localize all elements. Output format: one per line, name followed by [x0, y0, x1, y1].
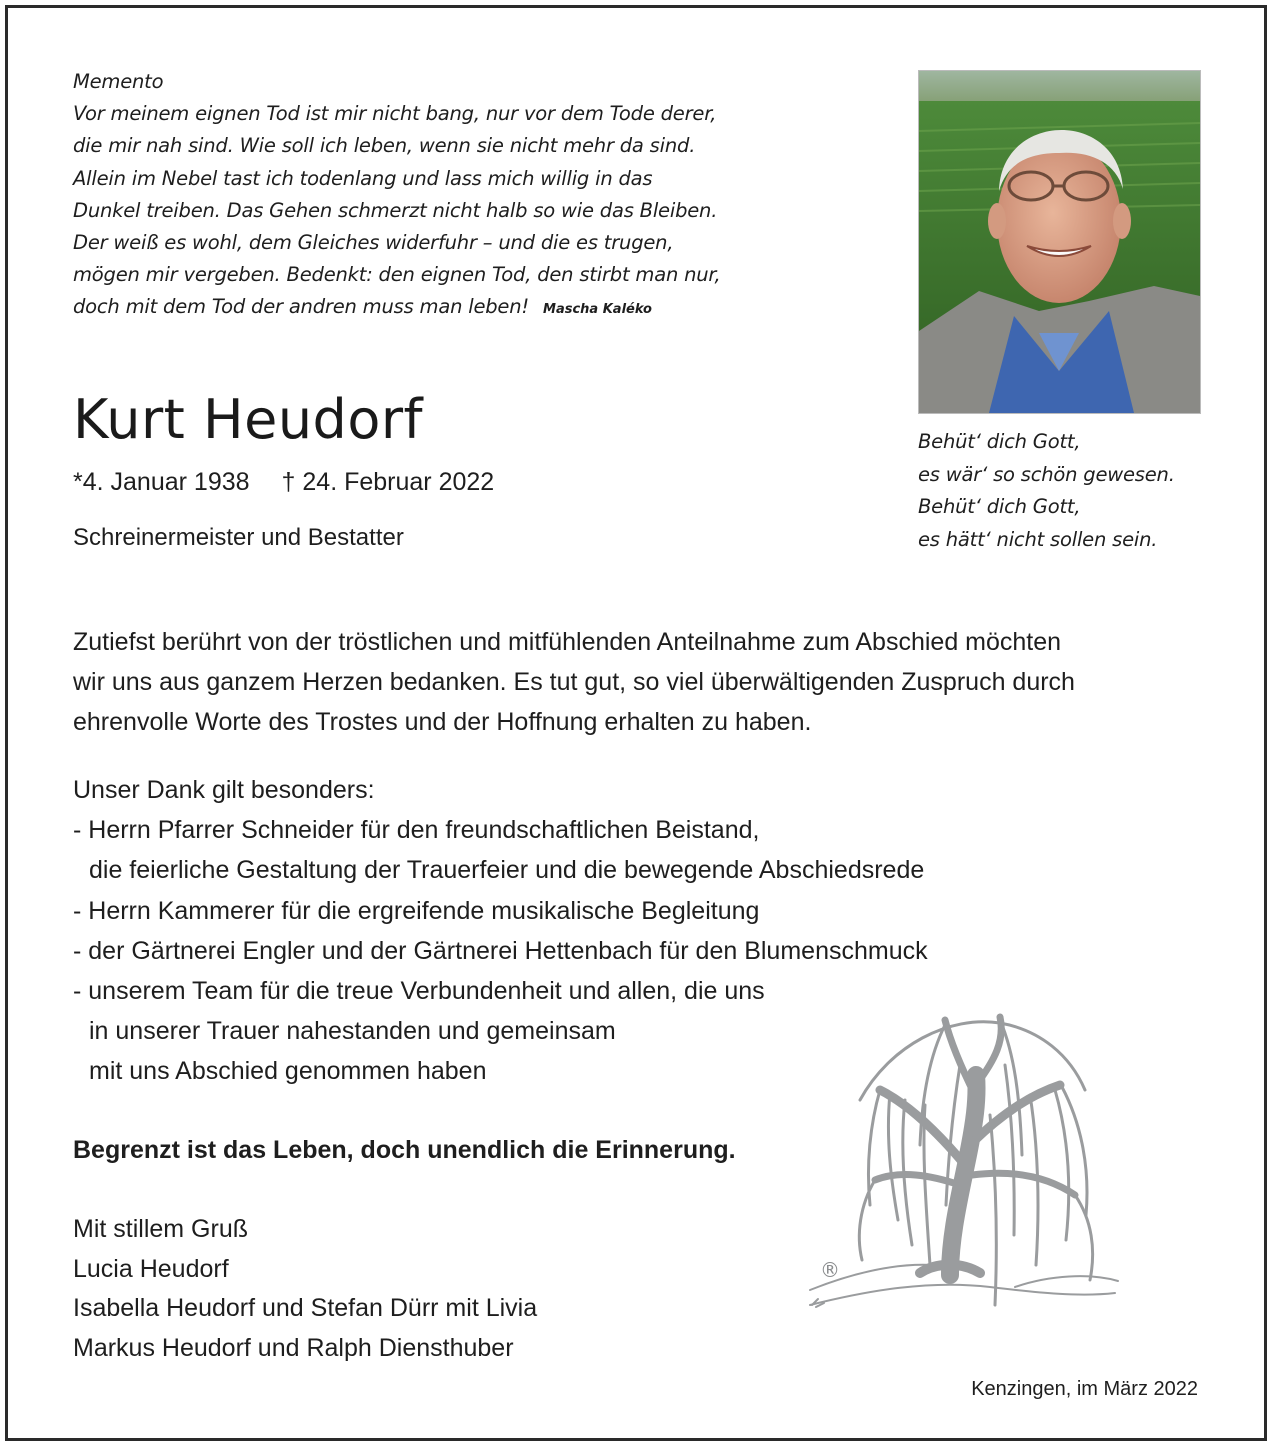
thanks-item: - unserem Team für die treue Verbundenheit und allen, die uns: [73, 977, 765, 1006]
life-dates: [73, 465, 494, 499]
body-line: Zutiefst berührt von der tröstlichen und mitfühlenden Anteilnahme zum Abschied möchten: [73, 628, 1062, 656]
place-date: Kenzingen, im März 2022: [971, 1378, 1198, 1400]
signoff: [73, 1210, 537, 1368]
poem-line: die mir nah sind. Wie soll ich leben, wenn sie nicht mehr da sind.: [73, 134, 696, 158]
verse-line: Behüt‘ dich Gott,: [918, 430, 1081, 453]
signoff-name: Lucia Heudorf: [73, 1254, 229, 1283]
thanks-item: - Herrn Pfarrer Schneider für den freundschaftlichen Beistand,: [73, 816, 760, 845]
body-line: ehrenvolle Worte des Trostes und der Hoffnung erhalten zu haben.: [73, 708, 812, 736]
signoff-greeting: Mit stillem Gruß: [73, 1215, 248, 1243]
verse-line: es wär‘ so schön gewesen.: [918, 462, 1175, 486]
thanks-intro: Unser Dank gilt besonders:: [73, 776, 375, 804]
registered-mark: ®: [820, 1258, 840, 1282]
thanks-item: - der Gärtnerei Engler und der Gärtnerei Hettenbach für den Blumenschmuck: [73, 936, 928, 965]
verse-line: es hätt‘ nicht sollen sein.: [918, 527, 1158, 551]
death-date: † 24. Februar 2022: [281, 468, 495, 496]
poem-line: Der weiß es wohl, dem Gleiches widerfuhr – und die es trugen,: [73, 231, 674, 255]
birth-date: *4. Januar 1938: [73, 468, 250, 496]
signoff-name: Isabella Heudorf und Stefan Dürr mit Livia: [73, 1294, 538, 1322]
willow-tree-icon: [800, 1005, 1130, 1340]
poem-author: Mascha Kaléko: [543, 302, 652, 318]
profession: Schreinermeister und Bestatter: [73, 524, 404, 551]
memorial-motto: Begrenzt ist das Leben, doch unendlich die Erinnerung.: [73, 1136, 736, 1164]
thank-you-paragraph: [73, 622, 1173, 742]
poem-line: mögen mir vergeben. Bedenkt: den eignen Tod, den stirbt man nur,: [73, 263, 721, 287]
memento-poem: [73, 66, 833, 327]
poem-line: doch mit dem Tod der andren muss man leben!: [73, 295, 530, 319]
poem-line-last: [73, 291, 833, 326]
signoff-name: Markus Heudorf und Ralph Diensthuber: [73, 1333, 514, 1362]
thanks-item-continued: in unserer Trauer nahestanden und gemeinsam: [89, 1017, 616, 1046]
verse-quote: [918, 426, 1248, 556]
thanks-item-continued: die feierliche Gestaltung der Trauerfeier und die bewegende Abschiedsrede: [89, 856, 925, 885]
deceased-name: Kurt Heudorf: [73, 388, 424, 451]
portrait-photo: [918, 70, 1201, 414]
poem-line: Dunkel treiben. Das Gehen schmerzt nicht halb so wie das Bleiben.: [73, 198, 718, 222]
thanks-item: - Herrn Kammerer für die ergreifende musikalische Begleitung: [73, 896, 760, 925]
verse-line: Behüt‘ dich Gott,: [918, 495, 1081, 518]
poem-line: Allein im Nebel tast ich todenlang und lass mich willig in das: [73, 166, 653, 190]
poem-line: Vor meinem eignen Tod ist mir nicht bang, nur vor dem Tode derer,: [73, 102, 717, 126]
poem-title: Memento: [73, 70, 164, 93]
thanks-item-continued: mit uns Abschied genommen haben: [89, 1057, 487, 1086]
body-line: wir uns aus ganzem Herzen bedanken. Es tut gut, so viel überwältigenden Zuspruch durch: [73, 668, 1075, 696]
